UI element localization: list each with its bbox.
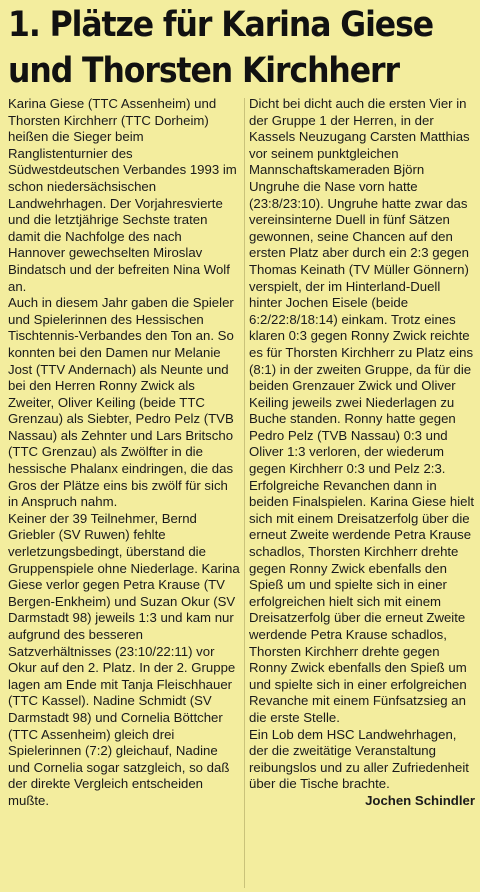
article-column-right xyxy=(249,96,475,810)
headline xyxy=(8,2,434,94)
paragraph-intro: Karina Giese (TTC Assenheim) und Thorsten Kirchherr (TTC Dorheim) heißen die Sieger beim Ranglistenturnier des Südwestdeutschen Verbandes 1993 im schon niedersächsischen Landwehrhagen. Der Vorjahresvierte und die letztjährige Sechste traten damit die Nachfolge des nach Hannover gewechselten Miroslav Bindatsch und der befreiten Nina Wolf an. xyxy=(8,96,237,294)
paragraph-men-groups: Dicht bei dicht auch die ersten Vier in der Gruppe 1 der Herren, in der Kassels Neuzugang Carsten Matthias vor seinem punktgleichen Mannschaftskameraden Björn Ungruhe die Nase vorn hatte (23:8/23:10). Ungruhe hatte zwar das vereinsinterne Duell in fünf Sätzen gewonnen, seine Chancen auf den ersten Platz aber durch ein 2:3 gegen Thomas Keinath (TV Müller Gönnern) verspielt, der im Hinterland-Duell hinter Jochen Eisele (beide 6:2/22:8/18:14) einkam. Trotz eines klaren 0:3 gegen Ronny Zwick reichte es für Thorsten Kirchherr zu Platz eins (8:1) in der zweiten Gruppe, da für die beiden Grenzauer Zwick und Oliver Keiling jeweils zwei Niederlagen zu Buche standen. Ronny hatte gegen Pedro Pelz (TVB Nassau) 0:3 und Oliver 1:3 verloren, der wiederum gegen Kirchherr 0:3 und Pelz 2:3. xyxy=(249,96,474,477)
column-divider xyxy=(244,98,245,888)
paragraph-finals: Erfolgreiche Revanchen dann in beiden Finalspielen. Karina Giese hielt sich mit einem Dreisatzerfolg über die erneut Zweite werdende Petra Krause schadlos, Thorsten Kirchherr drehte gegen Ronny Zwick ebenfalls den Spieß um und spielte sich in einer erfolgreichen hielt sich mit einem Dreisatzerfolg über die erneut Zweite werdende Petra Krause schadlos, Thorsten Kirchherr drehte gegen Ronny Zwick ebenfalls den Spieß um und spielte sich in einer erfolgreichen Revanche mit einem Fünfsatzsieg an die erste Stelle. xyxy=(249,477,475,725)
author-byline: Jochen Schindler xyxy=(365,792,475,808)
paragraph-hessian-dominance: Auch in diesem Jahr gaben die Spieler und Spielerinnen des Hessischen Tischtennis-Verbandes den Ton an. So konnten bei den Damen nur Melanie Jost (TTV Andernach) als Neunte und bei den Herren Ronny Zwick als Zweiter, Oliver Keiling (beide TTC Grenzau) als Siebter, Pedro Pelz (TVB Nassau) als Zehnter und Lars Britscho (TTC Grenzau) als Zwölfter in die hessische Phalanx eindringen, die das Gros der Plätze eins bis zwölf für sich in Anspruch nahm. xyxy=(8,295,234,510)
paragraph-closing xyxy=(249,726,475,808)
article-column-left xyxy=(8,96,240,810)
paragraph-women-groups: Keiner der 39 Teilnehmer, Bernd Griebler (SV Ruwen) fehlte verletzungsbedingt, überstand die Gruppenspiele ohne Niederlage. Karina Giese verlor gegen Petra Krause (TV Bergen-Enkheim) und Suzan Okur (SV Darmstadt 98) jeweils 1:3 und kam nur aufgrund des besseren Satzverhältnisses (23:10/22:11) vor Okur auf den 2. Platz. In der 2. Gruppe lagen am Ende mit Tanja Fleischhauer (TTC Kassel). Nadine Schmidt (SV Darmstadt 98) und Cornelia Böttcher (TTC Assenheim) gleich drei Spielerinnen (7:2) gleichauf, Nadine und Cornelia sogar satzgleich, so daß der direkte Vergleich entscheiden mußte. xyxy=(8,510,240,808)
closing-text: Ein Lob dem HSC Landwehrhagen, der die zweitätige Veranstaltung reibungslos und zu aller Zufriedenheit über die Tische brachte. xyxy=(249,726,469,792)
headline-line-2: und Thorsten Kirchherr xyxy=(8,51,399,91)
headline-line-1: 1. Plätze für Karina Giese xyxy=(8,5,434,45)
